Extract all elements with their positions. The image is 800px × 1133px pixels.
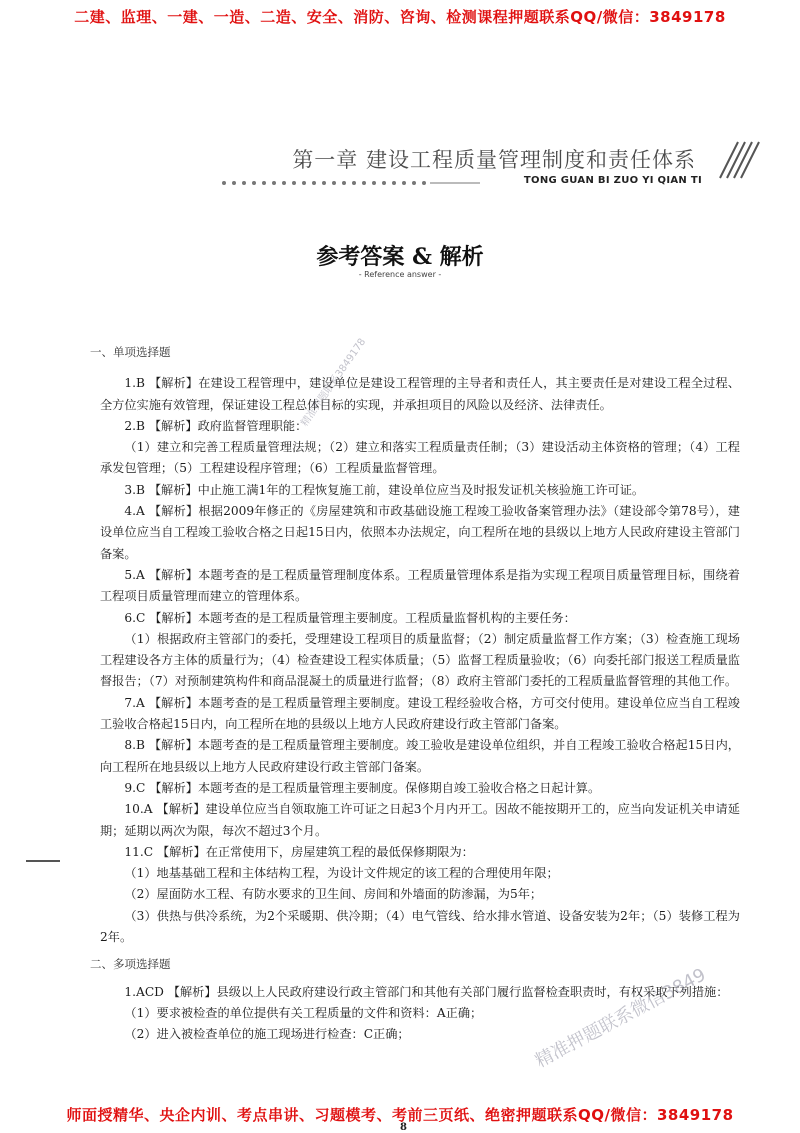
answer-paragraph: 4.A 【解析】根据2009年修正的《房屋建筑和市政基础设施工程竣工验收备案管理办法》（建设部令第78号），建设单位应当自工程竣工验收合格之日起15日内，依照本办法规定，向工程所在地的县级以上地方人民政府建设主管部门备案。 (100, 504, 740, 561)
watermark-small: 精准押题联系3849178 (299, 336, 369, 429)
chapter-title: 第一章 建设工程质量管理制度和责任体系 (292, 148, 696, 172)
answer-paragraph: 3.B 【解析】中止施工满1年的工程恢复施工前，建设单位应当及时报发证机关核验施工许可证。 (124, 482, 645, 497)
answer-paragraph: （1）要求被检查的单位提供有关工程质量的文件和资料：A正确； (124, 1005, 483, 1020)
answer-paragraph: （1）地基基础工程和主体结构工程，为设计文件规定的该工程的合理使用年限； (124, 866, 559, 881)
answer-paragraph: 8.B 【解析】本题考查的是工程质量管理主要制度。竣工验收是建设单位组织，并自工程竣工验收合格起15日内，向工程所在地县级以上地方人民政府建设行政主管部门备案。 (100, 738, 740, 774)
answer-paragraph: （1）建立和完善工程质量管理法规；（2）建立和落实工程质量责任制；（3）建设活动主体资格的管理；（4）工程承发包管理；（5）工程建设程序管理；（6）工程质量监督管理。 (100, 440, 740, 476)
answer-paragraph: 6.C 【解析】本题考查的是工程质量管理主要制度。工程质量监督机构的主要任务： (124, 610, 576, 625)
chapter-header (220, 138, 760, 198)
hatch-decoration-icon (710, 140, 760, 180)
section-heading-multiple-choice: 二、多项选择题 (90, 957, 171, 972)
answer-paragraph: （3）供热与供冷系统，为2个采暖期、供冷期；（4）电气管线、给水排水管道、设备安装为2年；（5）装修工程为2年。 (100, 908, 740, 945)
chapter-pinyin: TONG GUAN BI ZUO YI QIAN TI (523, 175, 702, 186)
answer-paragraph: 9.C 【解析】本题考查的是工程质量管理主要制度。保修期自竣工验收合格之日起计算。 (124, 780, 601, 795)
answer-paragraph: 1.B 【解析】在建设工程管理中，建设单位是建设工程管理的主导者和责任人，其主要责任是对建设工程全过程、全方位实施有效管理，保证建设工程总体目标的实现，并承担项目的风险以及经济、法律责任。 (100, 376, 740, 412)
answers-heading: 参考答案 & 解析 (316, 244, 484, 270)
dotted-rule-icon (220, 178, 480, 188)
answer-paragraph: 7.A 【解析】本题考查的是工程质量管理主要制度。建设工程经验收合格，方可交付使用。建设单位应当自工程竣工验收合格起15日内，向工程所在地的县级以上地方人民政府建设行政主管部门备案。 (100, 695, 740, 732)
answer-content (90, 342, 740, 1046)
top-promo-banner: 二建、监理、一建、一造、二造、安全、消防、咨询、检测课程押题联系QQ/微信：3849178 (74, 8, 726, 26)
answer-paragraph: 1.ACD 【解析】县级以上人民政府建设行政主管部门和其他有关部门履行监督检查职责时，有权采取下列措施： (124, 984, 729, 999)
answer-paragraph: （2）进入被检查单位的施工现场进行检查：C正确； (124, 1027, 410, 1042)
answer-paragraph: 5.A 【解析】本题考查的是工程质量管理制度体系。工程质量管理体系是指为实现工程项目质量管理目标，围绕着工程项目质量管理而建立的管理体系。 (100, 567, 740, 604)
bottom-promo-banner: 师面授精华、央企内训、考点串讲、习题模考、考前三页纸、绝密押题联系QQ/微信：3849178 (66, 1106, 734, 1124)
answer-paragraph: 10.A 【解析】建设单位应当自领取施工许可证之日起3个月内开工。因故不能按期开工的，应当向发证机关申请延期；延期以两次为限，每次不超过3个月。 (100, 802, 740, 838)
answers-subheading: - Reference answer - (358, 270, 442, 279)
margin-mark (26, 860, 60, 862)
answer-paragraph: （1）根据政府主管部门的委托，受理建设工程项目的质量监督；（2）制定质量监督工作方案；（3）检查施工现场工程建设各方主体的质量行为；（4）检查建设工程实体质量；（5）监督工程质量验收；（6）向委托部门报送工程质量监督报告；（7）对预制建筑构件和商品混凝土的质量进行监督；（8）政府主管部门委托的工程质量监督管理的其他工作。 (100, 631, 740, 689)
answer-paragraph: （2）屋面防水工程、有防水要求的卫生间、房间和外墙面的防渗漏，为5年； (124, 887, 543, 902)
page-number: 8 (400, 1122, 407, 1133)
section-heading-single-choice: 一、单项选择题 (90, 345, 171, 359)
watermark-large: 精准押题联系微信3849 (531, 964, 710, 1073)
answer-paragraph: 2.B 【解析】政府监督管理职能： (124, 418, 308, 433)
answer-paragraph: 11.C 【解析】在正常使用下，房屋建筑工程的最低保修期限为： (124, 844, 474, 859)
